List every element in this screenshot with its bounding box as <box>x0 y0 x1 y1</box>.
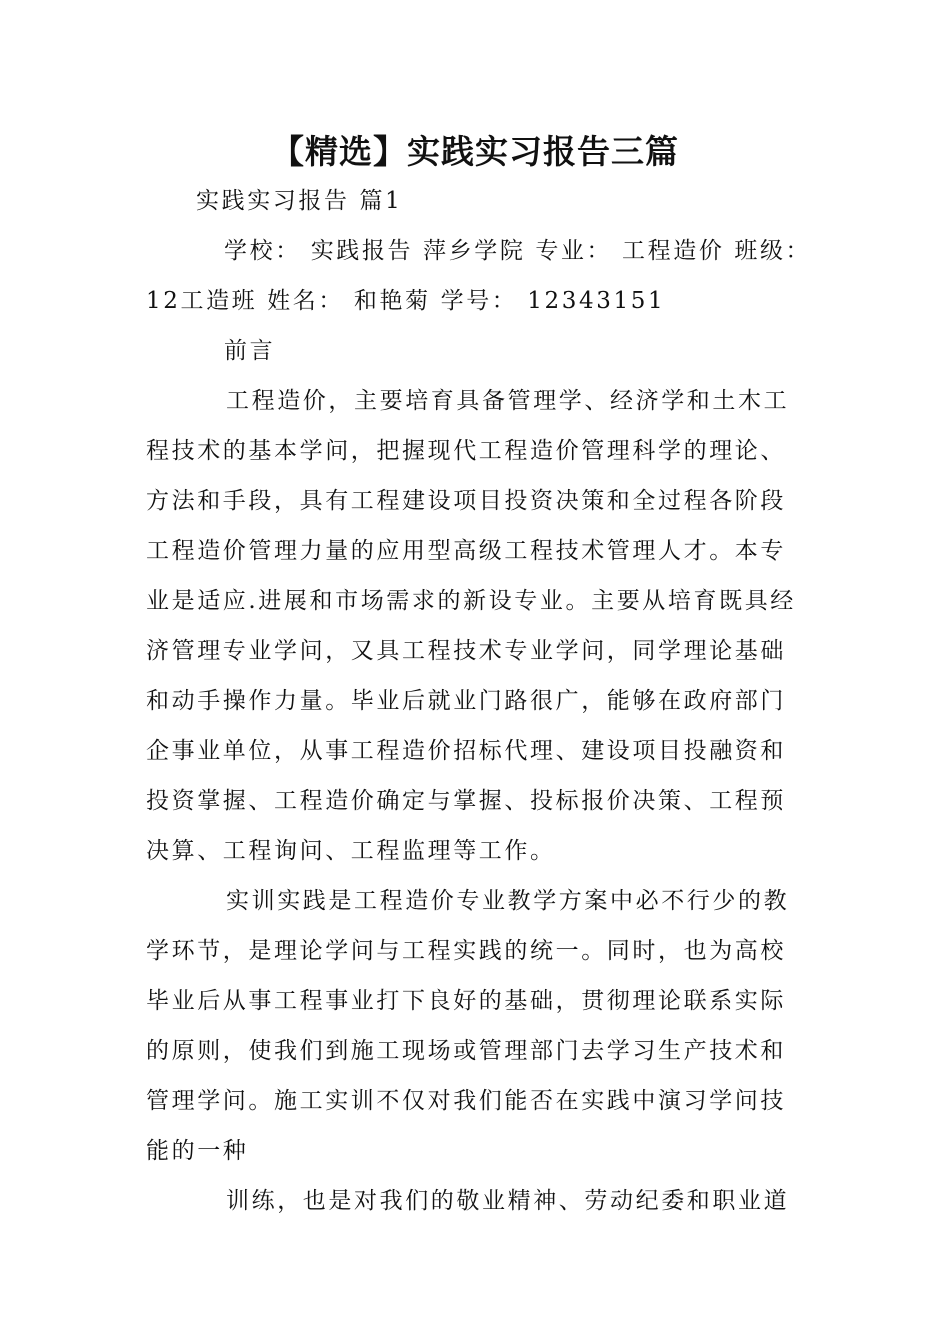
preface-heading: 前言 <box>224 338 276 364</box>
paragraph: 实训实践是工程造价专业教学方案中必不行少的教学环节，是理论学问与工程实践的统一。同时，也为高校毕业后从事工程事业打下良好的基础，贯彻理论联系实际的原则，使我们到施工现场或管理部门去学习生产技术和管理学问。施工实训不仅对我们能否在实践中演习学问技能的一种 <box>146 888 790 1164</box>
document-title: 【精选】实践实习报告三篇 <box>271 132 679 171</box>
student-info: 学校： 实践报告 萍乡学院 专业： 工程造价 班级：12工造班 姓名： 和艳菊 学号： 12343151 <box>146 238 812 314</box>
paragraph: 训练，也是对我们的敬业精神、劳动纪委和职业道 <box>226 1188 790 1214</box>
paragraph: 工程造价，主要培育具备管理学、经济学和土木工程技术的基本学问，把握现代工程造价管理科学的理论、方法和手段，具有工程建设项目投资决策和全过程各阶段工程造价管理力量的应用型高级工程技术管理人才。本专业是适应.进展和市场需求的新设专业。主要从培育既具经济管理专业学问，又具工程技术专业学问，同学理论基础和动手操作力量。毕业后就业门路很广，能够在政府部门企事业单位，从事工程造价招标代理、建设项目投融资和投资掌握、工程造价确定与掌握、投标报价决策、工程预决算、工程询问、工程监理等工作。 <box>146 388 796 864</box>
document-body <box>146 176 812 1226</box>
report-subtitle: 实践实习报告 篇1 <box>196 188 403 214</box>
